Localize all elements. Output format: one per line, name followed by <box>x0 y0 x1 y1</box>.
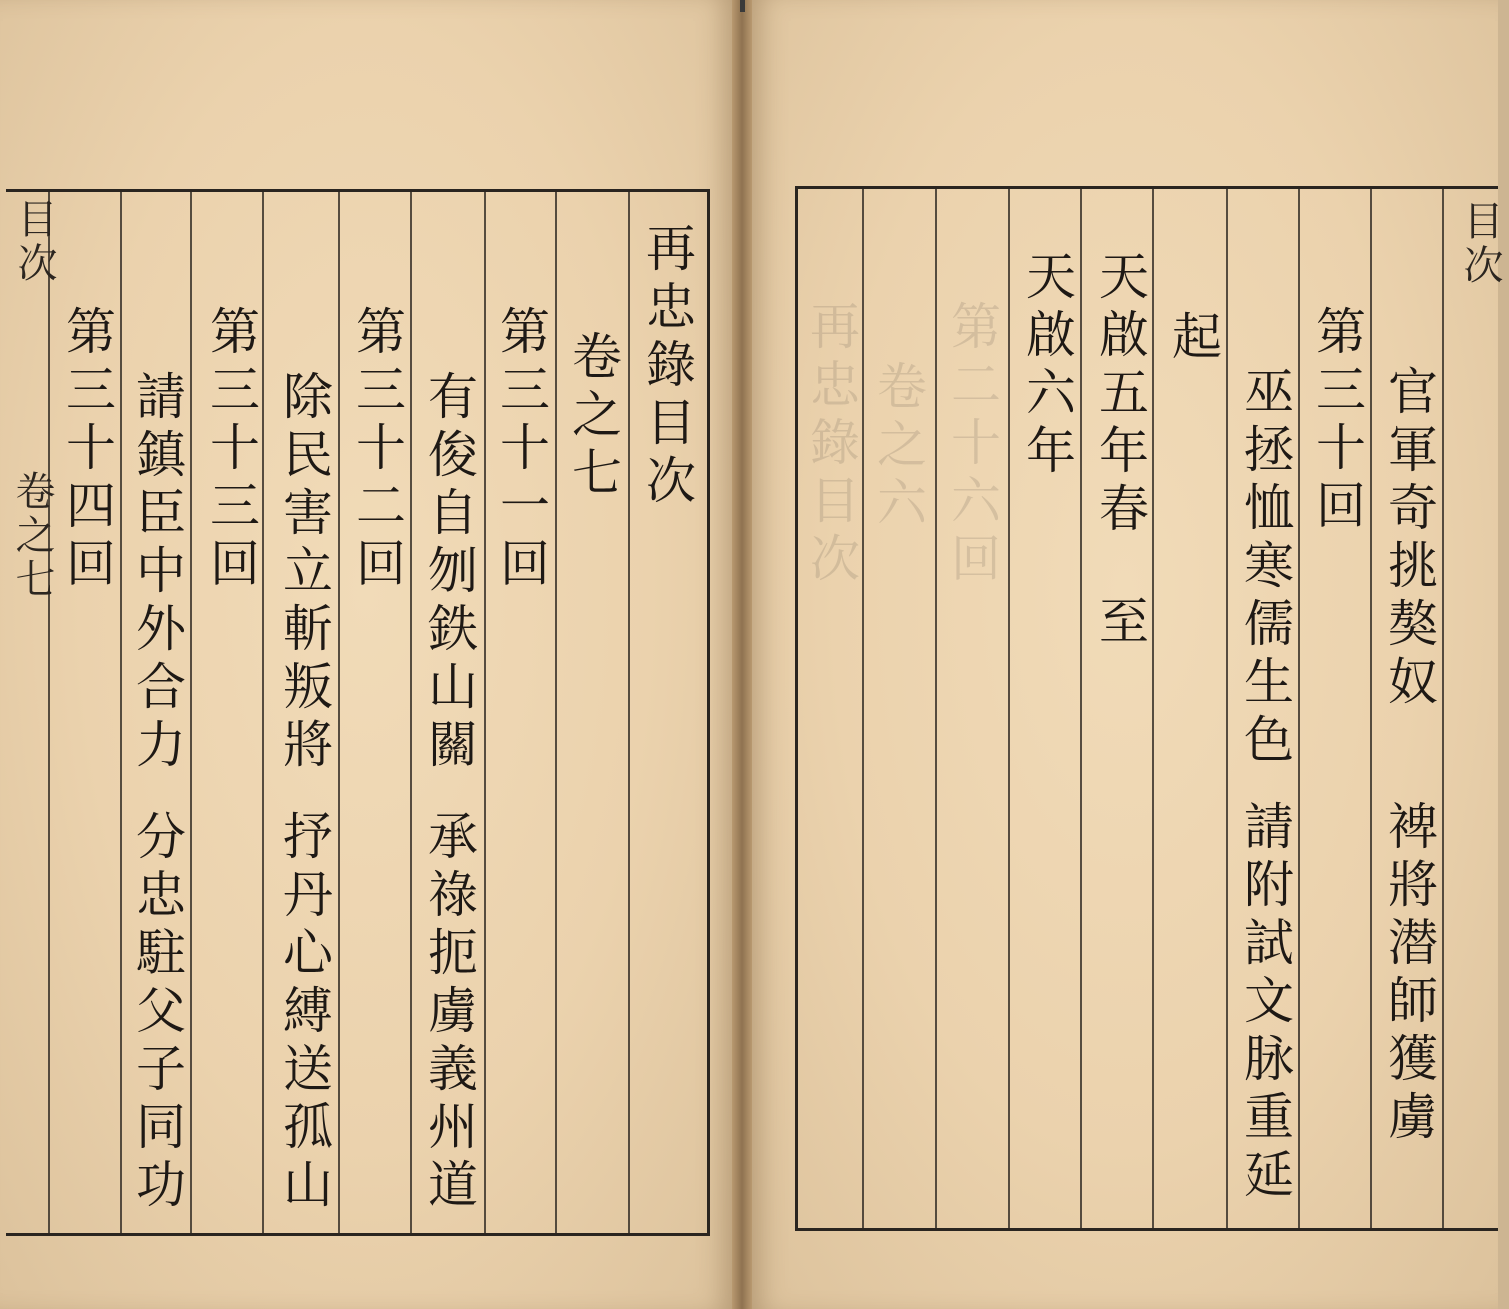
column-rule <box>862 189 864 1228</box>
column-rule <box>1152 189 1154 1228</box>
chapter-33-title-b: 分忠駐父子同功 <box>128 810 186 1216</box>
chapter-32-title-a: 除民害立斬叛將 <box>275 370 333 776</box>
chapter-32-title-b: 抒丹心縛送孤山 <box>275 810 333 1216</box>
chapter-30-title-b: 請附試文脉重延 <box>1236 800 1294 1206</box>
column-rule <box>48 192 50 1233</box>
column-rule <box>484 192 486 1233</box>
chapter-31-title-b: 承祿扼虜義州道 <box>420 810 478 1216</box>
volume-heading: 卷之七 <box>564 330 622 504</box>
column-rule <box>555 192 557 1233</box>
span-end-label: 至 <box>1091 595 1149 653</box>
column-rule <box>338 192 340 1233</box>
chapter-31-number: 第三十一回 <box>492 305 550 595</box>
span-end-date: 天啟六年 <box>1018 250 1076 482</box>
margin-label-right: 目次 <box>1457 200 1503 288</box>
column-rule <box>410 192 412 1233</box>
book-title: 再忠錄目次 <box>638 222 696 512</box>
column-rule <box>120 192 122 1233</box>
ghost-title: 再忠錄目次 <box>802 300 860 590</box>
chapter-32-number: 第三十二回 <box>348 305 406 595</box>
column-rule <box>1080 189 1082 1228</box>
chapter-33-number: 第三十三回 <box>202 305 260 595</box>
margin-label-left: 目次 <box>11 198 57 286</box>
margin-volume-left: 卷之七 <box>9 470 55 602</box>
chapter-31-title-a: 有俊自刎鉄山關 <box>420 370 478 776</box>
chapter-29-title-b: 裨將潜師獲虜 <box>1380 800 1438 1148</box>
column-rule <box>1298 189 1300 1228</box>
chapter-30-number: 第三十回 <box>1308 305 1366 537</box>
chapter-29-title-a: 官軍奇挑獒奴 <box>1380 365 1438 713</box>
column-rule <box>262 192 264 1233</box>
chapter-30-title-a: 巫拯恤寒儒生色 <box>1236 365 1294 771</box>
chapter-33-title-a: 請鎮臣中外合力 <box>128 370 186 776</box>
ghost-volume: 卷之六 <box>869 360 927 534</box>
column-rule <box>190 192 192 1233</box>
column-rule <box>1442 189 1444 1228</box>
ghost-chapter: 第二十六回 <box>943 300 1001 590</box>
column-rule <box>935 189 937 1228</box>
column-rule <box>1226 189 1228 1228</box>
column-rule <box>628 192 630 1233</box>
span-start-label: 起 <box>1164 310 1222 368</box>
spine-mark <box>740 0 745 12</box>
book-gutter <box>732 0 752 1309</box>
chapter-34-number: 第三十四回 <box>58 305 116 595</box>
column-rule <box>1370 189 1372 1228</box>
span-start-date: 天啟五年春 <box>1091 250 1149 540</box>
column-rule <box>1008 189 1010 1228</box>
